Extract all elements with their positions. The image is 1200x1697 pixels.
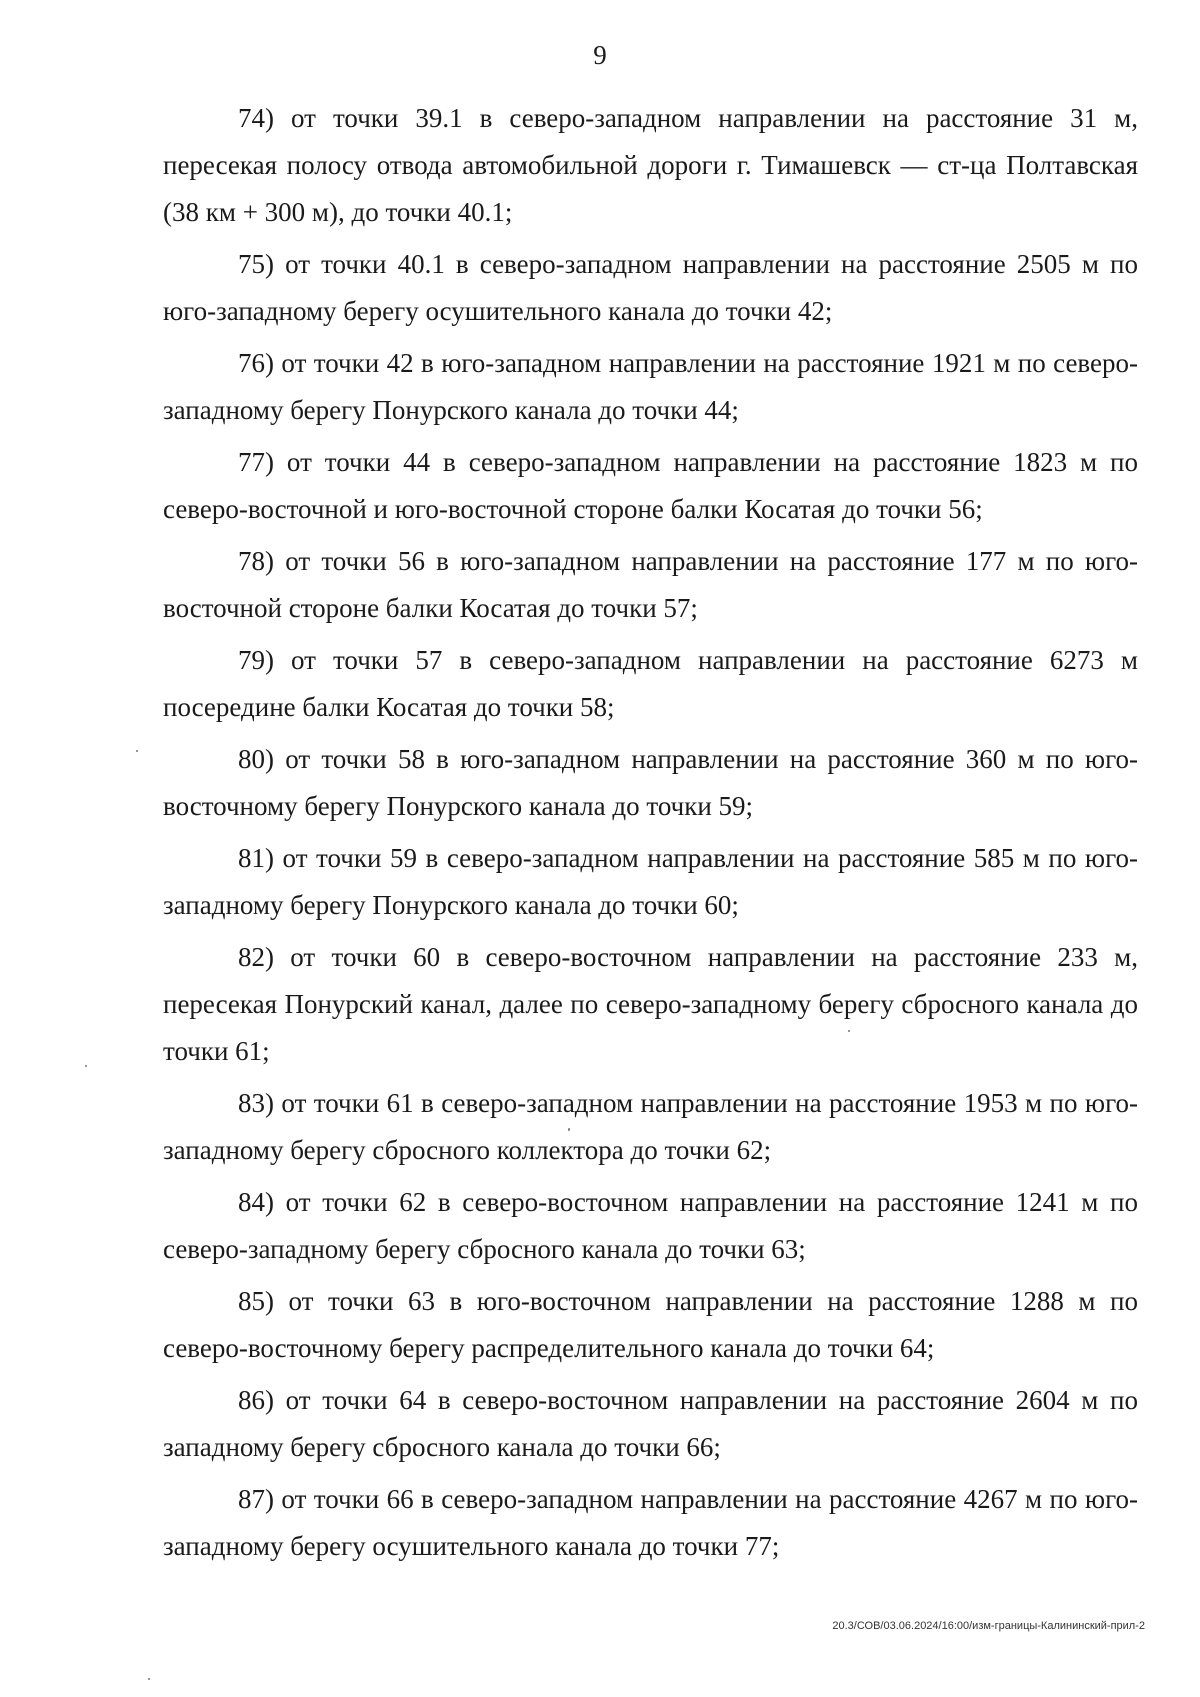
list-item: 74) от точки 39.1 в северо-западном направлении на расстояние 31 м, пересекая полосу отвода автомобильной дороги г. Тимашевск — ст-ца Полтавская (38 км + 300 м), до точки 40.1;	[163, 103, 1138, 227]
list-item: 81) от точки 59 в северо-западном направлении на расстояние 585 м по юго-западному берегу Понурского канала до точки 60;	[163, 843, 1138, 920]
list-item: 87) от точки 66 в северо-западном направлении на расстояние 4267 м по юго-западному берегу осушительного канала до точки 77;	[163, 1484, 1138, 1561]
scan-speck	[148, 1678, 150, 1680]
list-item: 86) от точки 64 в северо-восточном направлении на расстояние 2604 м по западному берегу сбросного канала до точки 66;	[163, 1385, 1138, 1462]
scan-speck	[136, 750, 138, 752]
list-item: 75) от точки 40.1 в северо-западном направлении на расстояние 2505 м по юго-западному берегу осушительного канала до точки 42;	[163, 249, 1138, 326]
scan-speck	[85, 1065, 87, 1067]
scan-speck	[568, 1128, 570, 1131]
document-footer-code: 20.3/СОВ/03.06.2024/16:00/изм-границы-Калининский-прил-2	[832, 1620, 1145, 1632]
list-item: 77) от точки 44 в северо-западном направлении на расстояние 1823 м по северо-восточной и юго-восточной стороне балки Косатая до точки 56;	[163, 447, 1138, 524]
list-item: 85) от точки 63 в юго-восточном направлении на расстояние 1288 м по северо-восточному берегу распределительного канала до точки 64;	[163, 1286, 1138, 1363]
list-item: 84) от точки 62 в северо-восточном направлении на расстояние 1241 м по северо-западному берегу сбросного канала до точки 63;	[163, 1187, 1138, 1264]
list-item: 78) от точки 56 в юго-западном направлении на расстояние 177 м по юго-восточной стороне балки Косатая до точки 57;	[163, 546, 1138, 623]
list-item: 79) от точки 57 в северо-западном направлении на расстояние 6273 м посередине балки Косатая до точки 58;	[163, 645, 1138, 722]
list-item: 82) от точки 60 в северо-восточном направлении на расстояние 233 м, пересекая Понурский канал, далее по северо-западному берегу сбросного канала до точки 61;	[163, 942, 1138, 1066]
scan-speck	[848, 1030, 850, 1032]
list-item: 80) от точки 58 в юго-западном направлении на расстояние 360 м по юго-восточному берегу Понурского канала до точки 59;	[163, 744, 1138, 821]
document-body	[163, 95, 1138, 1575]
list-item: 83) от точки 61 в северо-западном направлении на расстояние 1953 м по юго-западному берегу сбросного коллектора до точки 62;	[163, 1088, 1138, 1165]
page-number: 9	[593, 40, 607, 70]
list-item: 76) от точки 42 в юго-западном направлении на расстояние 1921 м по северо-западному берегу Понурского канала до точки 44;	[163, 348, 1138, 425]
